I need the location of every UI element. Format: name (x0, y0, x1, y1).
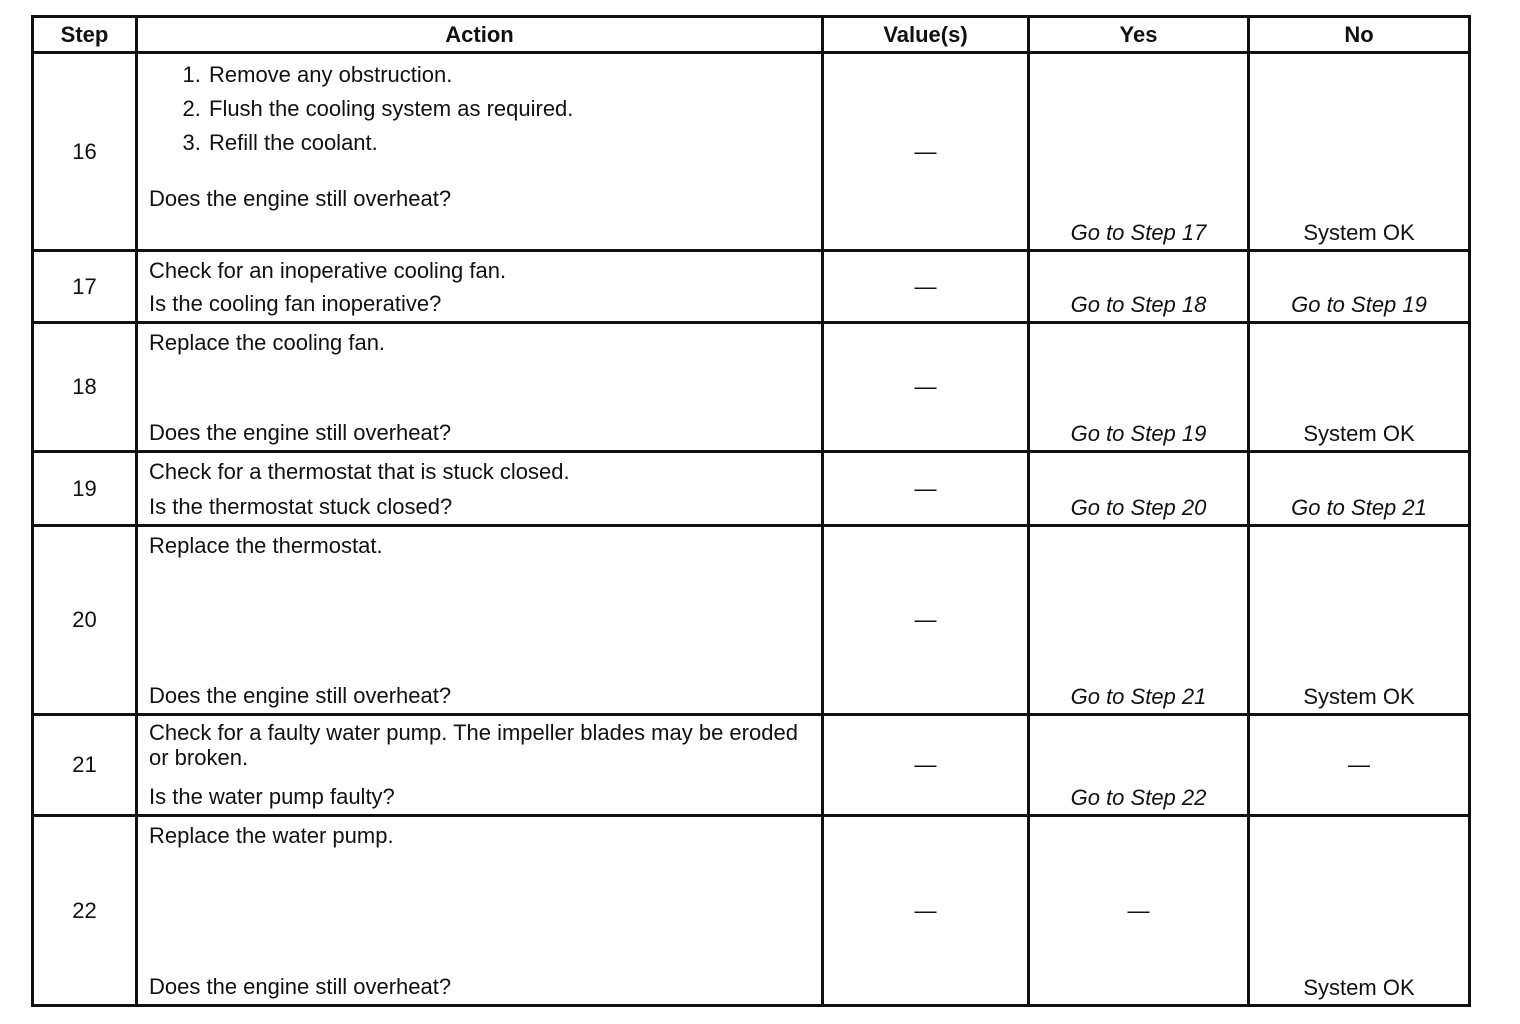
action-text: Replace the water pump. (149, 823, 394, 848)
action-question: Does the engine still overheat? (149, 186, 452, 211)
list-item: 3. Refill the coolant. (207, 126, 811, 160)
no-result: — (1348, 752, 1370, 777)
action-text: Check for an inoperative cooling fan. (149, 258, 507, 283)
action-list (149, 58, 811, 160)
table-row (33, 251, 1470, 323)
table-row (33, 323, 1470, 452)
yes-link: Go to Step 22 (1070, 785, 1207, 810)
action-question: Does the engine still overheat? (149, 683, 452, 708)
no-cell (1249, 53, 1470, 251)
yes-cell (1029, 251, 1249, 323)
action-cell (137, 323, 823, 452)
yes-link: Go to Step 17 (1070, 220, 1207, 245)
no-result: System OK (1303, 975, 1415, 1000)
action-cell (137, 452, 823, 526)
header-action: Action (137, 17, 823, 53)
table-row (33, 452, 1470, 526)
no-cell (1249, 323, 1470, 452)
yes-link: Go to Step 18 (1070, 292, 1207, 317)
value-cell: — (823, 816, 1029, 1006)
action-question: Is the water pump faulty? (149, 784, 395, 809)
value-cell: — (823, 323, 1029, 452)
table-row (33, 53, 1470, 251)
value-cell: — (823, 452, 1029, 526)
no-link: Go to Step 19 (1291, 292, 1427, 317)
yes-cell (1029, 452, 1249, 526)
no-cell (1249, 452, 1470, 526)
action-cell (137, 715, 823, 816)
action-text: Check for a thermostat that is stuck closed. (149, 459, 570, 484)
action-text: Replace the cooling fan. (149, 330, 386, 355)
no-result: System OK (1303, 421, 1415, 446)
table-row (33, 526, 1470, 715)
header-yes: Yes (1029, 17, 1249, 53)
yes-cell (1029, 715, 1249, 816)
action-cell (137, 816, 823, 1006)
diagnostic-table (31, 15, 1471, 1007)
value-cell: — (823, 53, 1029, 251)
no-result: System OK (1303, 220, 1415, 245)
yes-cell (1029, 53, 1249, 251)
step-number: 17 (33, 251, 137, 323)
action-cell (137, 53, 823, 251)
yes-result: — (1127, 897, 1150, 923)
yes-link: Go to Step 20 (1070, 495, 1207, 520)
action-text: Replace the thermostat. (149, 533, 383, 558)
no-cell (1249, 526, 1470, 715)
action-question: Is the thermostat stuck closed? (149, 494, 453, 519)
header-no: No (1249, 17, 1470, 53)
yes-cell (1029, 323, 1249, 452)
no-cell (1249, 816, 1470, 1006)
yes-cell (1029, 816, 1249, 1006)
value-cell: — (823, 715, 1029, 816)
value-cell: — (823, 526, 1029, 715)
step-number: 19 (33, 452, 137, 526)
action-cell (137, 526, 823, 715)
no-cell (1249, 715, 1470, 816)
action-question: Is the cooling fan inoperative? (149, 291, 442, 316)
action-cell (137, 251, 823, 323)
action-question: Does the engine still overheat? (149, 974, 452, 999)
step-number: 22 (33, 816, 137, 1006)
step-number: 16 (33, 53, 137, 251)
step-number: 18 (33, 323, 137, 452)
header-step: Step (33, 17, 137, 53)
action-text: Check for a faulty water pump. The impeller blades may be eroded or broken. (149, 720, 798, 770)
no-link: Go to Step 21 (1291, 495, 1427, 520)
step-number: 21 (33, 715, 137, 816)
list-item: 2. Flush the cooling system as required. (207, 92, 811, 126)
header-row (33, 17, 1470, 53)
action-question: Does the engine still overheat? (149, 420, 452, 445)
no-result: System OK (1303, 684, 1415, 709)
value-cell: — (823, 251, 1029, 323)
table-row (33, 816, 1470, 1006)
yes-cell (1029, 526, 1249, 715)
table-row (33, 715, 1470, 816)
yes-link: Go to Step 21 (1070, 684, 1207, 709)
header-values: Value(s) (823, 17, 1029, 53)
step-number: 20 (33, 526, 137, 715)
yes-link: Go to Step 19 (1070, 421, 1207, 446)
list-item: 1. Remove any obstruction. (207, 58, 811, 92)
no-cell (1249, 251, 1470, 323)
